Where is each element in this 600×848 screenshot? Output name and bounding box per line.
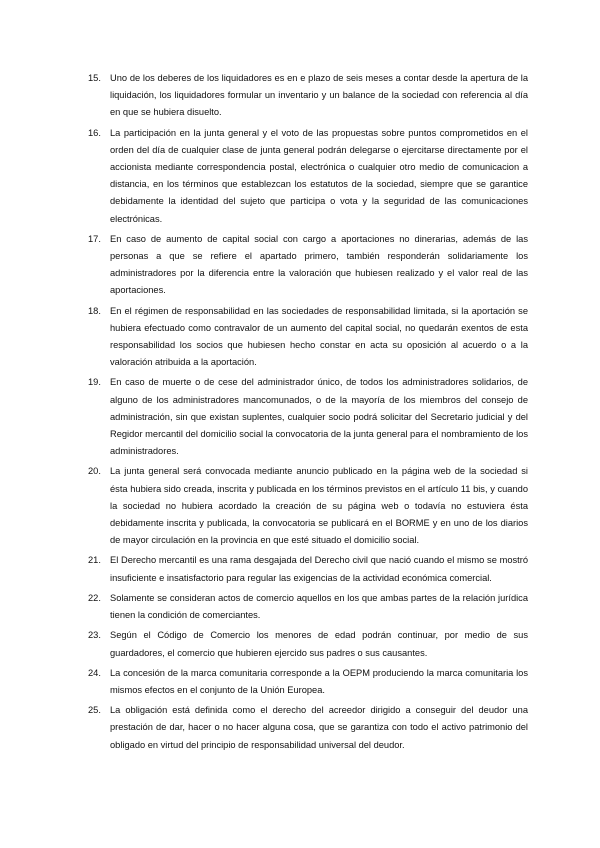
item-number: 15. <box>88 73 101 83</box>
item-text: Solamente se consideran actos de comercio aquellos en los que ambas partes de la relación jurídica tienen la condición de comerciantes. <box>110 592 528 621</box>
item-text: La concesión de la marca comunitaria corresponde a la OEPM produciendo la marca comunitaria los mismos efectos en el conjunto de la Unión Europea. <box>110 667 528 695</box>
list-item <box>88 590 528 624</box>
list-item <box>88 627 528 661</box>
item-number: 16. <box>88 127 101 138</box>
item-number: 23. <box>88 630 101 641</box>
list-item <box>88 463 528 549</box>
item-number: 24. <box>88 667 101 678</box>
list-item <box>88 552 528 586</box>
item-text: Uno de los deberes de los liquidadores es en e plazo de seis meses a contar desde la apertura de la liquidación, los liquidadores formular un inventario y un balance de la sociedad con referencia al día en que se hubiera disuelto. <box>110 73 528 118</box>
item-number: 19. <box>88 377 101 388</box>
list-item <box>88 374 528 460</box>
item-text: Según el Código de Comercio los menores de edad podrán continuar, por medio de sus guardadores, el comercio que hubieren ejercido sus padres o sus causantes. <box>110 630 528 658</box>
item-text: La junta general será convocada mediante anuncio publicado en la página web de la sociedad si ésta hubiera sido creada, inscrita y publicada en los términos previstos en el artículo 11 bis, y cuando la sociedad no hubiera acordado la creación de su página web o todavía no estuviera ésta debidamente inscrita y publicada, la convocatoria se publicará en el BORME y en uno de los diarios de mayor circulación en la provincia en que esté situado el domicilio social. <box>110 466 528 546</box>
question-list <box>88 70 528 757</box>
list-item <box>88 702 528 754</box>
item-number: 18. <box>88 305 101 316</box>
item-text: El Derecho mercantil es una rama desgajada del Derecho civil que nació cuando el mismo se mostró insuficiente e insatisfactorio para regular las exigencias de la actividad económica comercial. <box>110 555 528 583</box>
list-item <box>88 231 528 300</box>
item-number: 22. <box>88 592 101 603</box>
item-text: En el régimen de responsabilidad en las sociedades de responsabilidad limitada, si la aportación se hubiera efectuado como contravalor de un aumento del capital social, no quedarán exentos de esta responsabilidad los socios que hubiesen hecho constar en acta su oposición al acuerdo o a la valoración atribuida a la aportación. <box>110 305 528 368</box>
item-text: En caso de muerte o de cese del administrador único, de todos los administradores solidarios, de alguno de los administradores mancomunados, o de la mayoría de los miembros del consejo de administración, sin que existan suplentes, cualquier socio podrá solicitar del Secretario judicial y del Regidor mercantil del domicilio social la convocatoria de la junta general para el nombramiento de los administradores. <box>110 377 528 457</box>
list-item <box>88 303 528 372</box>
item-number: 20. <box>88 466 101 477</box>
item-number: 17. <box>88 233 101 244</box>
list-item <box>88 665 528 699</box>
list-item <box>88 70 528 122</box>
item-text: La participación en la junta general y el voto de las propuestas sobre puntos comprometidos en el orden del día de cualquier clase de junta general podrán delegarse o ejercitarse directamente por el accionista mediante correspondencia postal, electrónica o cualquier otro medio de comunicacion a distancia, en los términos que establezcan los estatutos de la sociedad, siempre que se garantice debidamente la identidad del sujeto que participa o vota y la seguridad de las comunicaciones electrónicas. <box>110 127 528 224</box>
item-number: 21. <box>88 555 101 566</box>
item-text: En caso de aumento de capital social con cargo a aportaciones no dinerarias, además de las personas a que se refiere el apartado primero, también responderán solidariamente los administradores por la diferencia entre la valoración que hubiesen realizado y el valor real de las aportaciones. <box>110 233 528 296</box>
list-item <box>88 125 528 228</box>
item-number: 25. <box>88 705 101 716</box>
item-text: La obligación está definida como el derecho del acreedor dirigido a conseguir del deudor una prestación de dar, hacer o no hacer alguna cosa, que se garantiza con todo el activo patrimonio del obligado en virtud del principio de responsabilidad universal del deudor. <box>110 705 528 750</box>
